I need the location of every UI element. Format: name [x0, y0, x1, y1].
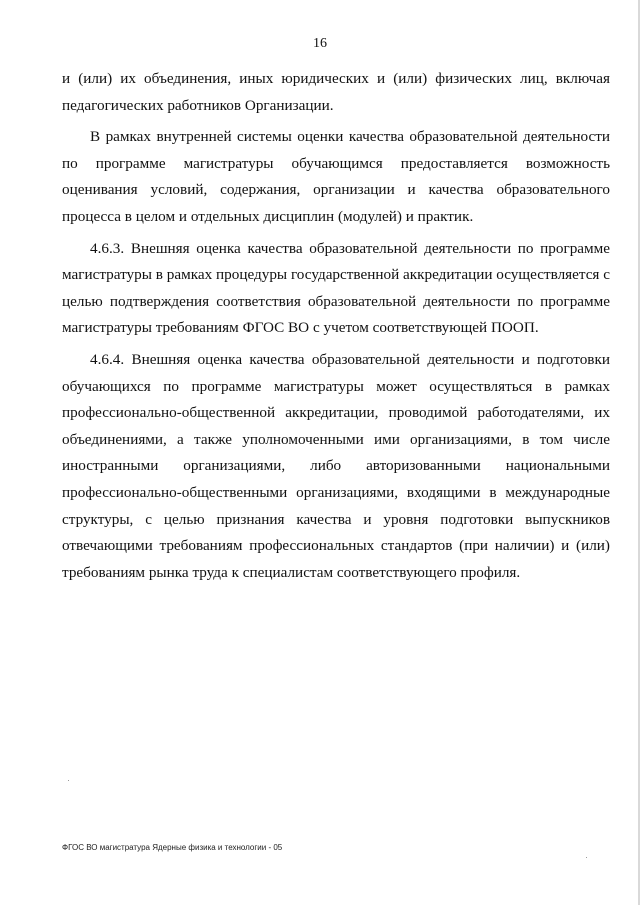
text-line: магистратуры в рамках процедуры государственной аккредитации осуществляется с [62, 266, 610, 284]
text-line: структуры, с целью признания качества и уровня подготовки выпускников [62, 510, 610, 528]
text-line: процесса в целом и отдельных дисциплин (модулей) и практик. [62, 207, 474, 225]
text-line: оценивания условий, содержания, организации и качества образовательного [62, 181, 610, 199]
text-line: педагогических работников Организации. [62, 96, 334, 114]
text-line: 4.6.4. Внешняя оценка качества образовательной деятельности и подготовки [90, 350, 610, 368]
text-line: объединениями, а также уполномоченными ими организациями, в том числе [62, 430, 610, 448]
text-line: по программе магистратуры обучающимся предоставляется возможность [62, 154, 610, 172]
page-footer: ФГОС ВО магистратура Ядерные физика и технологии - 05 [62, 843, 283, 852]
text-line: иностранными организациями, либо авторизованными национальными [62, 457, 610, 475]
text-line: магистратуры требованиям ФГОС ВО с учетом соответствующей ПООП. [62, 319, 539, 337]
paragraph-4-6-4 [62, 347, 610, 586]
scan-speck [586, 857, 587, 858]
paragraph-4-6-3 [62, 236, 610, 342]
text-line: отвечающими требованиям профессиональных стандартов (при наличии) и (или) [62, 537, 610, 555]
paragraph-continuation [62, 66, 610, 119]
text-line: профессионально-общественными организациями, входящими в международные [62, 483, 610, 501]
paragraph-internal-assessment [62, 124, 610, 230]
scan-speck [68, 780, 69, 781]
text-line: и (или) их объединения, иных юридических и (или) физических лиц, включая [62, 70, 610, 87]
text-line: профессионально-общественной аккредитации, проводимой работодателями, их [62, 404, 610, 422]
text-line: требованиям рынка труда к специалистам соответствующего профиля. [62, 563, 521, 581]
text-line: 4.6.3. Внешняя оценка качества образовательной деятельности по программе [90, 239, 610, 257]
text-line: целью подтверждения соответствия образовательной деятельности по программе [62, 292, 610, 310]
text-line: обучающихся по программе магистратуры может осуществляться в рамках [62, 377, 610, 395]
document-body [62, 66, 610, 586]
text-line: В рамках внутренней системы оценки качества образовательной деятельности [90, 128, 610, 146]
page-number: 16 [313, 36, 327, 51]
